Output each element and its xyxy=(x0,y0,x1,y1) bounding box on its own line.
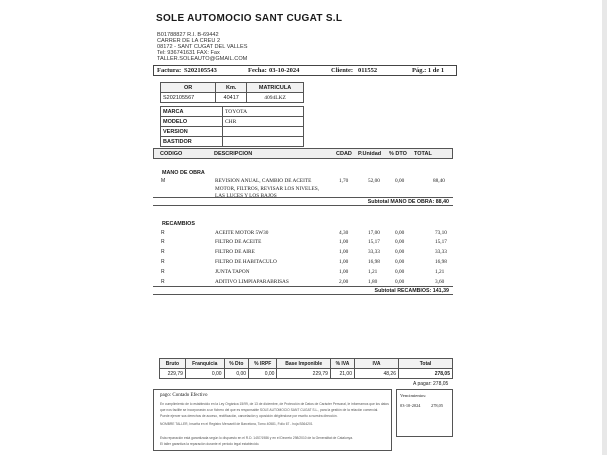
legal-line-1: En cumplimiento de lo establecido en la Ley Orgánica 15/99, de 13 de diciembre, de Protección de Datos de Carácter Personal, le informamos que los datos xyxy=(160,402,389,406)
or-table xyxy=(160,82,304,103)
recambio-row xyxy=(153,258,453,268)
recambio-row xyxy=(153,248,453,258)
recambio-desc: FILTRO DE ACEITE xyxy=(215,239,262,245)
totals-iva-pct: 21,00 xyxy=(330,369,354,379)
recambio-code: R xyxy=(161,279,165,285)
recambio-total: 1,21 xyxy=(435,269,445,275)
totals-header-irpf: % IRPF xyxy=(249,359,277,369)
invoice-info-bar xyxy=(153,65,457,76)
or-header: OR xyxy=(161,83,216,93)
recambio-punidad: 33,33 xyxy=(368,249,380,255)
fecha-label: Fecha: xyxy=(248,67,267,74)
km-value: 40417 xyxy=(216,93,247,103)
registry-line: NOMBRE TALLER, Inscrita en el Registro Mercantil de Barcelona, Tomo 40581, Folio 67 - hoja B364201 xyxy=(160,422,313,426)
mano-obra-subtotal xyxy=(153,197,453,206)
totals-header-iva: IVA xyxy=(355,359,399,369)
recambio-dto: 0,00 xyxy=(395,269,405,275)
recambio-desc: ACEITE MOTOR 5W30 xyxy=(215,230,269,236)
km-header: Km. xyxy=(216,83,247,93)
mano-obra-total: 88,40 xyxy=(433,178,445,184)
modelo-value: CHR xyxy=(223,117,304,127)
marca-value: TOYOTA xyxy=(223,107,304,117)
col-dto: % DTO xyxy=(389,151,407,157)
totals-irpf: 0,00 xyxy=(249,369,277,379)
recambio-dto: 0,00 xyxy=(395,249,405,255)
items-column-headers xyxy=(153,148,453,159)
totals-base: 229,79 xyxy=(277,369,331,379)
col-total: TOTAL xyxy=(414,151,432,157)
totals-bruto: 229,79 xyxy=(160,369,186,379)
matricula-value: 4094LKZ xyxy=(247,93,304,103)
recambio-total: 73,10 xyxy=(435,230,447,236)
factura-label: Factura: xyxy=(157,67,182,74)
recambio-code: R xyxy=(161,269,165,275)
totals-table xyxy=(159,358,453,379)
recambio-code: R xyxy=(161,239,165,245)
recambio-cdad: 1,00 xyxy=(339,269,349,275)
mano-obra-title: MANO DE OBRA xyxy=(162,170,205,176)
recambio-total: 33,33 xyxy=(435,249,447,255)
recambio-cdad: 1,00 xyxy=(339,249,349,255)
company-name: SOLE AUTOMOCIO SANT CUGAT S.L xyxy=(156,13,343,24)
recambio-desc: ADITIVO LIMPIAPARABRISAS xyxy=(215,279,289,285)
mano-obra-cdad: 1,70 xyxy=(339,178,349,184)
recambio-cdad: 1,00 xyxy=(339,259,349,265)
totals-dto: 0,00 xyxy=(224,369,248,379)
company-email: TALLER.SOLEAUTO@GMAIL.COM xyxy=(157,56,248,62)
recambio-punidad: 15,17 xyxy=(368,239,380,245)
recambio-desc: FILTRO DE HABITACULO xyxy=(215,259,277,265)
vencimiento-date: 03-10-2024 xyxy=(400,403,421,408)
totals-header-dto: % Dto xyxy=(224,359,248,369)
vencimientos-label: Vencimientos: xyxy=(400,393,427,398)
vencimientos-box xyxy=(396,389,453,437)
page-number: Pág.: 1 de 1 xyxy=(412,67,445,74)
version-value xyxy=(223,127,304,137)
a-pagar: A pagar: 278,05 xyxy=(413,381,449,387)
modelo-label: MODELO xyxy=(161,117,223,127)
vehicle-table xyxy=(160,106,304,147)
recambio-cdad: 4,30 xyxy=(339,230,349,236)
totals-header-iva-pct: % IVA xyxy=(330,359,354,369)
recambio-punidad: 1,80 xyxy=(368,279,378,285)
totals-header-bruto: Bruto xyxy=(160,359,186,369)
mano-obra-subtotal-text: Subtotal MANO DE OBRA: 88,40 xyxy=(367,199,449,205)
recambio-cdad: 2,00 xyxy=(339,279,349,285)
mano-obra-code: M xyxy=(161,178,166,184)
totals-total: 278,05 xyxy=(399,369,453,379)
footer-line-1: Esta reparación está garantizada según lo dispuesto en el R.D. 1457/1986 y en el Decreto 298/2010 de la Generalitat de Catalunya. xyxy=(160,436,353,440)
recambio-row xyxy=(153,238,453,248)
col-codigo: CODIGO xyxy=(160,151,183,157)
recambio-punidad: 1,21 xyxy=(368,269,378,275)
version-label: VERSION xyxy=(161,127,223,137)
payment-box xyxy=(153,389,392,451)
recambio-punidad: 17,00 xyxy=(368,230,380,236)
mano-obra-punidad: 52,00 xyxy=(368,178,380,184)
mano-obra-desc-line-2: MOTOR, FILTROS, REVISAR LOS NIVELES, xyxy=(215,186,320,192)
recambio-total: 3,60 xyxy=(435,279,445,285)
col-descripcion: DESCRIPCION xyxy=(214,151,253,157)
mano-obra-desc-line-3: LAS LUCES Y LOS BAJOS xyxy=(215,193,277,199)
totals-header-total: Total xyxy=(399,359,453,369)
col-cdad: CDAD xyxy=(336,151,352,157)
cliente-label: Cliente: xyxy=(331,67,354,74)
totals-header-franquicia: Franquicia xyxy=(185,359,224,369)
recambio-dto: 0,00 xyxy=(395,279,405,285)
recambio-dto: 0,00 xyxy=(395,239,405,245)
mano-obra-desc-line-1: REVISION ANUAL, CAMBIO DE ACEITE xyxy=(215,178,312,184)
mano-obra-dto: 0,00 xyxy=(395,178,405,184)
recambio-dto: 0,00 xyxy=(395,230,405,236)
recambio-desc: FILTRO DE AIRE xyxy=(215,249,255,255)
bastidor-label: BASTIDOR xyxy=(161,137,223,147)
legal-line-2: que nos facilite se incorporarán a un fichero del que es responsable SOLE AUTOMOCIO SANT CUGAT S.L., para la gestión de la relación comercial. xyxy=(160,408,379,412)
recambios-subtotal-text: Subtotal RECAMBIOS: 141,39 xyxy=(374,288,449,294)
or-value: S202105567 xyxy=(161,93,216,103)
bastidor-value xyxy=(223,137,304,147)
recambio-code: R xyxy=(161,259,165,265)
recambio-punidad: 16,98 xyxy=(368,259,380,265)
vencimiento-amount: 278,05 xyxy=(431,403,444,408)
recambio-total: 16,98 xyxy=(435,259,447,265)
company-city: 08172 - SANT CUGAT DEL VALLES xyxy=(157,44,248,50)
recambio-dto: 0,00 xyxy=(395,259,405,265)
company-tax-id: B01788827 R.I. B-69442 xyxy=(157,32,219,38)
scan-edge xyxy=(602,0,607,455)
payment-method: pago: Contado Efectivo xyxy=(160,393,208,398)
matricula-header: MATRICULA xyxy=(247,83,304,93)
totals-header-base: Base Imponible xyxy=(277,359,331,369)
recambio-row xyxy=(153,268,453,278)
col-punidad: P.Unidad xyxy=(358,151,382,157)
recambio-cdad: 1,00 xyxy=(339,239,349,245)
totals-iva: 48,26 xyxy=(355,369,399,379)
recambio-code: R xyxy=(161,230,165,236)
company-phone: Tel: 936741631 FAX: Fax xyxy=(157,50,220,56)
recambios-subtotal xyxy=(153,286,453,295)
recambio-desc: JUNTA TAPON xyxy=(215,269,250,275)
recambio-total: 15,17 xyxy=(435,239,447,245)
cliente-value: 011552 xyxy=(358,67,378,74)
recambios-title: RECAMBIOS xyxy=(162,221,195,227)
company-street: CARRER DE LA CREU 2 xyxy=(157,38,221,44)
fecha-value: 03-10-2024 xyxy=(269,67,300,74)
factura-number: S202105543 xyxy=(184,67,217,74)
recambio-code: R xyxy=(161,249,165,255)
footer-line-2: El taller garantiza la reparación durante el periodo legal establecido. xyxy=(160,442,260,446)
marca-label: MARCA xyxy=(161,107,223,117)
totals-franquicia: 0,00 xyxy=(185,369,224,379)
legal-line-3: Puede ejercer sus derechos de acceso, rectificación, cancelación y oposición dirigiéndose por escrito a nuestra dirección. xyxy=(160,414,338,418)
